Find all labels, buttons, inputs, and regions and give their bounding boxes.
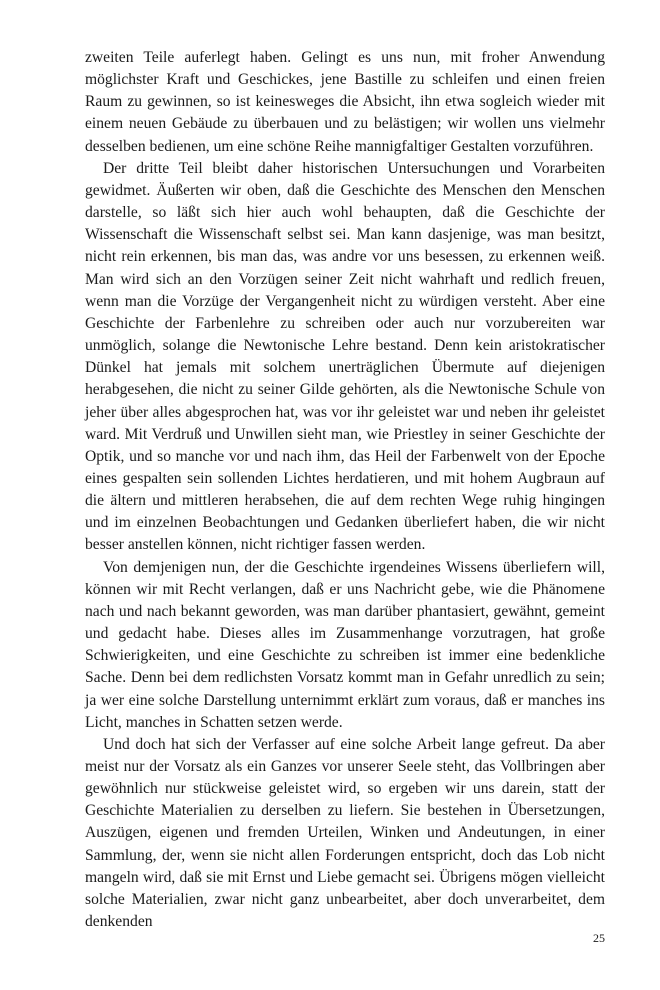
- paragraph-1: zweiten Teile auferlegt haben. Gelingt es uns nun, mit froher Anwendung möglichster Kraft und Geschickes, jene Bastille zu schleifen und einen freien Raum zu gewinnen, so ist keinesweges die Absicht, ihn etwa sogleich wieder mit einem neuen Gebäude zu überbauen und zu belästigen; wir wollen uns vielmehr desselben bedienen, um eine schöne Reihe mannigfaltiger Gestalten vorzuführen.: [85, 49, 605, 155]
- paragraph-3: Von demjenigen nun, der die Geschichte irgendeines Wissens überliefern will, können wir mit Recht verlangen, daß er uns Nachricht gebe, wie die Phänomene nach und nach bekannt geworden, was man darüber phantasiert, gewähnt, gemeint und gedacht habe. Dieses alles im Zusammenhange vorzutragen, hat große Schwierigkeiten, und eine Geschichte zu schreiben ist immer eine bedenkliche Sache. Denn bei dem redlichsten Vorsatz kommt man in Gefahr unredlich zu sein; ja wer eine solche Darstellung unternimmt erklärt zum voraus, daß er manches ins Licht, manches in Schatten setzen werde.: [85, 558, 605, 731]
- page-body: [85, 47, 605, 933]
- page-number: 25: [593, 931, 605, 945]
- paragraph-2: Der dritte Teil bleibt daher historischen Untersuchungen und Vorarbeiten gewidmet. Äußerten wir oben, daß die Geschichte des Menschen den Menschen darstelle, so läßt sich hier auch wohl behaupten, daß die Geschichte der Wissenschaft die Wissenschaft selbst sei. Man kann dasjenige, was man besitzt, nicht rein erkennen, bis man das, was andre vor uns besessen, zu erkennen weiß. Man wird sich an den Vorzügen seiner Zeit nicht wahrhaft und redlich freuen, wenn man die Vorzüge der Vergangenheit nicht zu würdigen versteht. Aber eine Geschichte der Farbenlehre zu schreiben oder auch nur vorzubereiten war unmöglich, solange die Newtonische Lehre bestand. Denn kein aristokratischer Dünkel hat jemals mit solchem unerträglichen Übermute auf diejenigen herabgesehen, die nicht zu seiner Gilde gehörten, als die Newtonische Schule von jeher über alles abgesprochen hat, was vor ihr geleistet war und neben ihr geleistet ward. Mit Verdruß und Unwillen sieht man, wie Priestley in seiner Geschichte der Optik, und so manche vor und nach ihm, das Heil der Farbenwelt von der Epoche eines gespalten sein sollenden Lichtes herdatieren, und mit hohem Augbraun auf die ältern und mittleren herabsehen, die auf dem rechten Wege ruhig hingingen und im einzelnen Beobachtungen und Gedanken überliefert haben, die wir nicht besser anstellen können, nicht richtiger fassen werden.: [85, 159, 605, 554]
- paragraph-4: Und doch hat sich der Verfasser auf eine solche Arbeit lange gefreut. Da aber meist nur der Vorsatz als ein Ganzes vor unserer Seele steht, das Vollbringen aber gewöhnlich nur stückweise geleistet wird, so ergeben wir uns darein, statt der Geschichte Materialien zu derselben zu liefern. Sie bestehen in Übersetzungen, Auszügen, eigenen und fremden Urteilen, Winken und Andeutungen, in einer Sammlung, der, wenn sie nicht allen Forderungen entspricht, doch das Lob nicht mangeln wird, daß sie mit Ernst und Liebe gemacht sei. Übrigens mögen vielleicht solche Materialien, zwar nicht ganz unbearbeitet, aber doch unverarbeitet, dem denkenden: [85, 735, 605, 931]
